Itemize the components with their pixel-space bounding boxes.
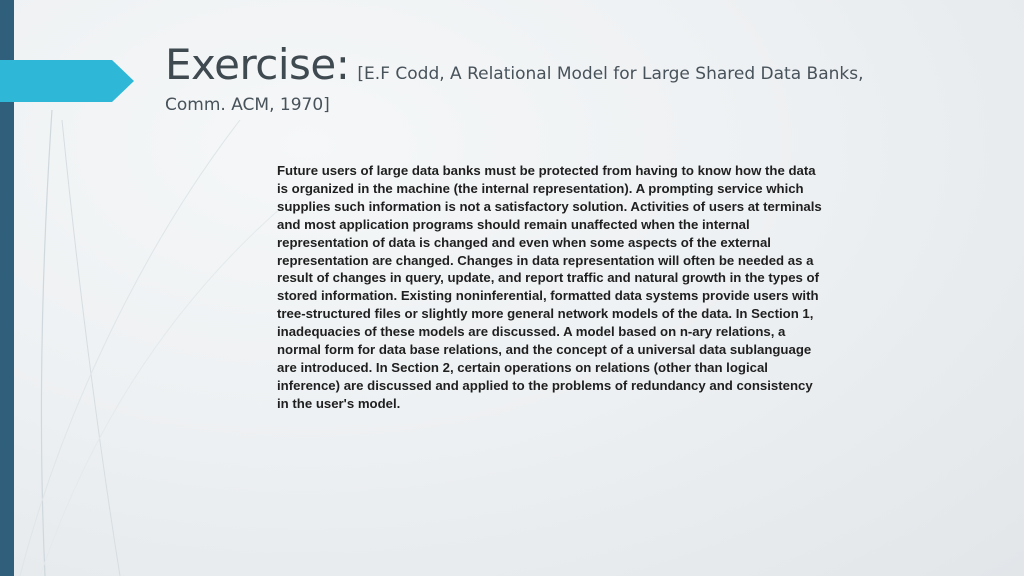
citation-line-1: [E.F Codd, A Relational Model for Large Shared Data Banks, <box>357 64 864 84</box>
abstract-paragraph: Future users of large data banks must be protected from having to know how the data is organized in the machine (the internal representation). A prompting service which supplies such information is not a satisfactory solution. Activities of users at terminals and most application programs should remain unaffected when the internal representation of data is changed and even when some aspects of the external representation are changed. Changes in data representation will often be needed as a result of changes in query, update, and report traffic and natural growth in the types of stored information. Existing noninferential, formatted data systems provide users with tree-structured files or slightly more general network models of the data. In Section 1, inadequacies of these models are discussed. A model based on n-ary relations, a normal form for data base relations, and the concept of a universal data sublanguage are introduced. In Section 2, certain operations on relations (other than logical inference) are discussed and applied to the problems of redundancy and consistency in the user's model. <box>277 163 822 411</box>
title-row <box>165 40 985 89</box>
title-block <box>165 40 985 115</box>
title-arrow-icon <box>0 60 134 102</box>
page-title: Exercise: <box>165 40 350 89</box>
citation-line-2: Comm. ACM, 1970] <box>165 95 330 115</box>
